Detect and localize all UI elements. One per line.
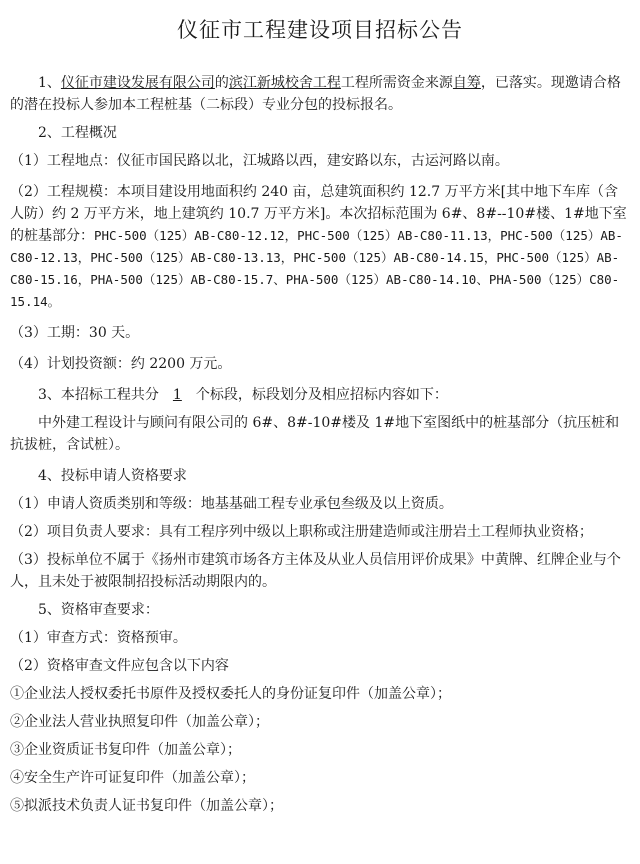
section-3-content: 中外建工程设计与顾问有限公司的 6#、8#-10#楼及 1#地下室图纸中的桩基部分（抗压桩和抗拔桩，含试桩）。: [10, 415, 620, 453]
tenderer-name: 仪征市建设发展有限公司: [60, 75, 215, 91]
section-1-of: 的: [214, 75, 229, 91]
section-3-paragraph: [10, 384, 630, 406]
section-count-value: 1: [172, 387, 182, 403]
section-3-post: 个标段，标段划分及相应招标内容如下：: [195, 387, 448, 403]
review-doc-4: ④安全生产许可证复印件（加盖公章）；: [10, 770, 255, 786]
section-3-pre: 3、本招标工程共分: [38, 387, 159, 403]
qualification-item-1: （1）申请人资质类别和等级：地基基础工程专业承包叁级及以上资质。: [10, 496, 453, 512]
pile-specifications: PHC-500（125）AB-C80-12.12，PHC-500（125）AB-C80-11.13，PHC-500（125）AB-C80-12.13，PHC-500（125）AB-C80-13.13，PHC-500（125）AB-C80-14.15，PHC-500（125）AB-C80-15.16，PHA-500（125）AB-C80-15.7、PHA-500（125）AB-C80-14.10、PHA-500（125）C80-15.14。: [10, 228, 623, 309]
fund-text: 工程所需资金来源: [340, 75, 453, 91]
document-title: 仪征市工程建设项目招标公告: [177, 18, 463, 42]
project-scale-text: （2）工程规模：本项目建设用地面积约 240 亩，总建筑面积约 12.7 万平方米[其中地下车库（含人防）约 2 万平方米，地上建筑约 10.7 万平方米]。本次招标范围为 6#、8#--10#楼、1#地下室的桩基部分：: [10, 184, 627, 244]
qualification-item-3: （3）投标单位不属于《扬州市建筑市场各方主体及从业人员信用评价成果》中黄牌、红牌企业与个人，且未处于被限制招投标活动期限内的。: [10, 552, 621, 590]
project-scale: [10, 181, 630, 313]
review-item-2: （2）资格审查文件应包含以下内容: [10, 658, 229, 674]
section-4-heading: 4、投标申请人资格要求: [38, 468, 187, 484]
review-item-1: （1）审查方式：资格预审。: [10, 630, 187, 646]
section-1-rest: ，已落实。现邀请合格的潜在投标人参加本工程桩基（二标段）专业分包的投标报名。: [10, 75, 621, 113]
review-doc-5: ⑤拟派技术负责人证书复印件（加盖公章）；: [10, 798, 283, 814]
qualification-item-2: （2）项目负责人要求：具有工程序列中级以上职称或注册建造师或注册岩土工程师执业资格；: [10, 524, 593, 540]
section-2-heading: 2、工程概况: [38, 125, 117, 141]
project-duration: （3）工期：30 天。: [10, 325, 140, 341]
review-doc-3: ③企业资质证书复印件（加盖公章）；: [10, 742, 241, 758]
fund-source: 自筹: [452, 75, 481, 91]
section-1-paragraph: [10, 72, 630, 116]
project-name: 滨江新城校舍工程: [228, 75, 341, 91]
section-count: [159, 387, 196, 403]
review-doc-2: ②企业法人营业执照复印件（加盖公章）；: [10, 714, 269, 730]
review-doc-1: ①企业法人授权委托书原件及授权委托人的身份证复印件（加盖公章）；: [10, 686, 451, 702]
section-5-heading: 5、资格审查要求：: [38, 602, 159, 618]
project-investment: （4）计划投资额：约 2200 万元。: [10, 356, 232, 372]
project-location: （1）工程地点：仪征市国民路以北，江城路以西，建安路以东，古运河路以南。: [10, 153, 509, 169]
section-1-number: 1、: [38, 75, 61, 91]
